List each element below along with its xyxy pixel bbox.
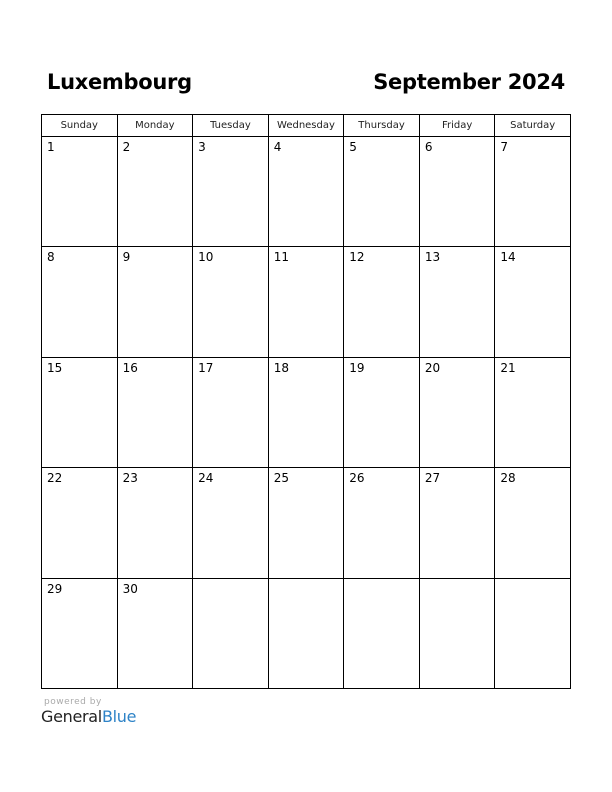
day-number: 26 xyxy=(349,471,365,486)
day-number: 14 xyxy=(500,250,516,265)
day-number: 10 xyxy=(198,250,214,265)
day-cell xyxy=(344,578,420,688)
week-row-5 xyxy=(42,578,571,688)
day-number: 16 xyxy=(122,360,138,375)
week-row-3 xyxy=(42,357,571,467)
day-number: 4 xyxy=(273,140,282,154)
day-cell xyxy=(193,578,269,688)
day-number: 27 xyxy=(424,471,441,486)
day-cell xyxy=(268,137,344,247)
week-row-2 xyxy=(42,247,571,357)
day-cell xyxy=(117,137,193,247)
weekday-wednesday: Wednesday xyxy=(268,115,344,137)
day-cell xyxy=(268,578,344,688)
day-cell xyxy=(495,137,571,247)
day-cell xyxy=(268,357,344,467)
generalblue-logo[interactable] xyxy=(41,707,136,726)
day-cell xyxy=(193,137,269,247)
day-cell xyxy=(42,137,118,247)
day-number: 7 xyxy=(500,140,509,154)
day-cell xyxy=(495,247,571,357)
day-cell xyxy=(268,247,344,357)
day-number xyxy=(269,579,344,582)
day-number: 3 xyxy=(198,140,206,154)
day-number: 1 xyxy=(47,140,55,154)
day-number xyxy=(344,579,419,582)
day-number: 21 xyxy=(500,360,516,375)
week-row-4 xyxy=(42,468,571,578)
day-number: 18 xyxy=(273,360,289,375)
country-title: Luxembourg xyxy=(47,70,192,94)
day-cell xyxy=(419,137,495,247)
day-cell xyxy=(344,468,420,578)
day-number: 8 xyxy=(47,250,55,265)
day-cell xyxy=(419,357,495,467)
day-cell xyxy=(495,578,571,688)
day-number xyxy=(420,579,495,582)
day-cell xyxy=(117,247,193,357)
day-number xyxy=(193,579,268,582)
day-number xyxy=(495,579,570,582)
day-cell xyxy=(42,468,118,578)
day-cell xyxy=(117,468,193,578)
calendar-grid xyxy=(41,114,571,689)
weekday-friday: Friday xyxy=(419,115,495,137)
day-cell xyxy=(117,578,193,688)
footer-branding xyxy=(41,697,136,726)
day-cell xyxy=(42,578,118,688)
day-number: 13 xyxy=(424,250,441,265)
day-cell xyxy=(419,247,495,357)
day-cell xyxy=(344,137,420,247)
day-number: 2 xyxy=(122,140,131,154)
day-number: 24 xyxy=(198,471,214,486)
logo-general-text: General xyxy=(41,707,102,726)
day-number: 17 xyxy=(198,360,214,375)
day-cell xyxy=(42,247,118,357)
day-cell xyxy=(495,357,571,467)
weekday-saturday: Saturday xyxy=(495,115,571,137)
day-cell xyxy=(268,468,344,578)
day-cell xyxy=(193,247,269,357)
day-number: 11 xyxy=(273,250,289,265)
day-number: 30 xyxy=(122,581,138,596)
day-number: 19 xyxy=(349,360,365,375)
day-cell xyxy=(344,357,420,467)
day-cell xyxy=(495,468,571,578)
weekday-monday: Monday xyxy=(117,115,193,137)
day-number: 20 xyxy=(424,360,441,375)
day-cell xyxy=(193,468,269,578)
day-cell xyxy=(344,247,420,357)
calendar-header xyxy=(41,70,571,100)
day-number: 23 xyxy=(122,471,138,486)
day-cell xyxy=(419,468,495,578)
day-cell xyxy=(419,578,495,688)
day-number: 15 xyxy=(47,360,63,375)
logo-blue-text: Blue xyxy=(101,707,137,726)
weekday-thursday: Thursday xyxy=(344,115,420,137)
day-cell xyxy=(42,357,118,467)
weekday-tuesday: Tuesday xyxy=(193,115,269,137)
day-number: 12 xyxy=(349,250,365,265)
day-number: 28 xyxy=(500,471,516,486)
weekday-header-row xyxy=(42,115,571,137)
day-number: 25 xyxy=(273,471,289,486)
day-number: 22 xyxy=(47,471,63,486)
week-row-1 xyxy=(42,137,571,247)
day-number: 29 xyxy=(47,581,63,596)
day-number: 5 xyxy=(349,140,357,154)
day-number: 6 xyxy=(424,140,433,154)
month-title: September 2024 xyxy=(373,70,565,94)
day-cell xyxy=(117,357,193,467)
day-cell xyxy=(193,357,269,467)
powered-by-text: powered by xyxy=(44,697,102,707)
weekday-sunday: Sunday xyxy=(42,115,118,137)
day-number: 9 xyxy=(122,250,131,265)
